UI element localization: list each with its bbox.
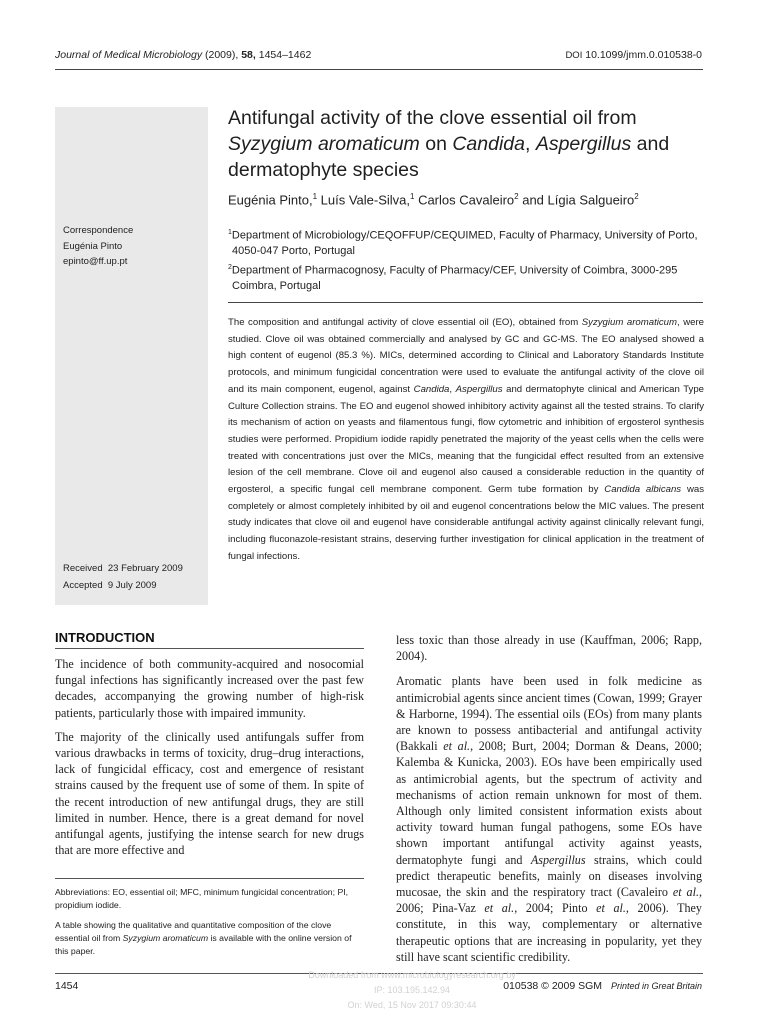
title-species: Syzygium aromaticum <box>228 133 420 155</box>
body-span: strains, which could predict therapeutic benefits, mainly on diseases involving mucosae, the skin and the respiratory tract (Cavaleiro <box>396 852 702 900</box>
affiliation-1-line-2: 4050-047 Porto, Portugal <box>232 245 355 258</box>
abstract-italic: Candida <box>413 383 450 395</box>
dates <box>63 560 183 594</box>
title-line-1: Antifungal activity of the clove essential oil from <box>228 107 637 129</box>
body-italic: et al. <box>443 739 471 754</box>
correspondence-name: Eugénia Pinto <box>63 240 123 252</box>
supplementary-footnote <box>55 919 364 959</box>
correspondence <box>63 223 133 270</box>
received-date: Received 23 February 2009 <box>63 563 183 574</box>
printed-in: Printed in Great Britain <box>610 981 702 991</box>
abstract-span: The composition and antifungal activity of clove essential oil (EO), obtained from <box>228 317 582 328</box>
abstract-italic: Aspergillus <box>455 383 503 395</box>
affiliation-2-number: 2 <box>228 264 232 271</box>
abstract-span: was completely or almost completely inhibited by oil and eugenol concentrations below the MIC values. The present study indicates that clove oil and eugenol have considerable antifungal activity against clinically relevant fungi, including fluconazole-resistant strains, deserving further investigation for clinical application in the treatment of fungal infections. <box>228 484 705 562</box>
title-and: and <box>631 133 670 155</box>
intro-paragraph-1: The incidence of both community-acquired and nosocomial fungal infections has significantly increased over the past few decades, accompanying the growing number of high-risk patients, particularly those with impaired immunity. <box>55 657 364 720</box>
body-span: , 2008; Burt, 2004; Dorman & Deans, 2000; Kalemba & Kunicka, 2003). EOs have been empirically used as antimicrobial agents, but the spectrum of activity and mechanisms of action remain unknown for most of them. Although only limited consistent information exists about activity toward human fungal pathogens, some EOs have shown important antifungal activity against yeasts, dermatophyte fungi and <box>396 739 702 867</box>
body-span: , 2006). They constitute, in this way, complementary or alternative therapeutic options that are increasing in popularity, yet they still have scant scientific credibility. <box>396 901 702 964</box>
author-2: Luís Vale-Silva, <box>317 192 410 208</box>
affiliation-2-line-2: Coimbra, Portugal <box>232 280 321 293</box>
title-comma: , <box>524 133 536 155</box>
abstract-italic: Syzygium aromaticum <box>581 317 677 328</box>
body-italic: et al. <box>484 901 515 916</box>
article-title <box>228 105 728 183</box>
article-code: 010538 © 2009 SGM <box>503 980 603 992</box>
author-list <box>228 192 639 207</box>
body-italic: Aspergillus <box>530 852 586 867</box>
journal-header <box>55 49 311 61</box>
body-span: , 2004; Pinto <box>514 901 597 916</box>
footnote-rule <box>55 878 364 879</box>
abstract-italic: Candida albicans <box>604 484 682 496</box>
abstract-top-rule <box>228 302 703 303</box>
abstract-span: and dermatophyte clinical and American Type Culture Collection strains. The EO and eugenol showed inhibitory activity against all the tested strains. To clarify its mechanism of action on yeasts and filamentous fungi, flow cytometric and inhibition of ergosterol synthesis studies were performed. Propidium iodide rapidly penetrated the majority of the yeast cells when the cells were treated with concentrations just over the MICs, meaning that the fungicidal effect resulted from an extensive lesion of the cell membrane. Clove oil and eugenol also caused a considerable reduction in the quantity of ergosterol, a specific fungal cell membrane component. Germ tube formation by <box>228 383 704 496</box>
body-italic: et al. <box>672 885 699 900</box>
title-line-2 <box>228 131 728 157</box>
title-candida: Candida <box>452 133 525 155</box>
affiliation-2 <box>228 260 708 295</box>
header-rule <box>55 69 703 70</box>
body-italic: et al. <box>596 901 626 916</box>
author-3: Carlos Cavaleiro <box>414 192 515 208</box>
abstract-span: , <box>449 383 456 395</box>
affiliation-1-number: 1 <box>228 229 232 236</box>
abstract-text <box>228 315 704 566</box>
footnote-span: A table showing the qualitative and quantitative composition of the clove essential oil from <box>55 919 332 943</box>
journal-volume: 58, <box>241 49 256 61</box>
abstract <box>228 315 704 566</box>
sidebar <box>55 107 208 605</box>
footnote-span: is available with the online version of this paper. <box>55 932 352 957</box>
body-span: Aromatic plants have been used in folk medicine as antimicrobial agents since ancient times (Cowan, 1999; Grayer & Harborne, 1994). The essential oils (EOs) from many plants are known to possess antibacterial and antifungal activity (Bakkali <box>396 674 702 754</box>
download-watermark-2: IP: 103.195.142.94 <box>373 985 451 995</box>
footnote-italic: Syzygium aromaticum <box>122 932 209 943</box>
abstract-span: , were studied. Clove oil was obtained commercially and analysed by GC and GC-MS. The EO analysed showed a high content of eugenol (85.3 %). MICs, determined according to Clinical and Laboratory Standards Institute protocols, and minimum fungicidal concentration were used to evaluate the antifungal activity of the clove oil and its main component, eugenol, against <box>228 317 704 395</box>
abbreviations-footnote: Abbreviations: EO, essential oil; MFC, minimum fungicidal concentration; PI, propidium iodide. <box>55 887 349 911</box>
doi-value: 10.1099/jmm.0.010538-0 <box>585 49 702 61</box>
doi <box>565 49 702 61</box>
journal-name: Journal of Medical Microbiology <box>55 49 203 61</box>
introduction-heading: INTRODUCTION <box>55 630 155 645</box>
author-2-affil: 1 <box>410 192 415 201</box>
footnotes <box>55 886 364 958</box>
journal-year: (2009), <box>205 49 239 61</box>
journal-pages: 1454–1462 <box>258 49 312 61</box>
author-3-affil: 2 <box>514 192 519 201</box>
download-watermark-3: On: Wed, 15 Nov 2017 09:30:44 <box>347 1000 477 1010</box>
left-column <box>55 656 364 858</box>
author-4: and Lígia Salgueiro <box>518 192 635 208</box>
page-number: 1454 <box>55 980 79 992</box>
intro-paragraph-4 <box>396 673 702 965</box>
intro-paragraph-2: The majority of the clinically used antifungals suffer from various drawbacks in terms of toxicity, drug–drug interactions, lack of fungicidal efficacy, cost and emergence of resistant strains caused by the frequent use of some of them. In spite of the recent introduction of new antifungal drugs, they are still limited in number. Hence, there is a great demand for novel antifungal agents, justifying the intense search for new drugs that are more effective and <box>55 729 364 858</box>
accepted-date: Accepted 9 July 2009 <box>63 580 157 591</box>
body-span: , 2006; Pina-Vaz <box>396 885 702 916</box>
right-column <box>396 632 702 965</box>
title-on: on <box>419 133 453 155</box>
doi-label: DOI <box>565 50 583 61</box>
author-4-affil: 2 <box>634 192 639 201</box>
affiliation-1 <box>228 225 708 260</box>
introduction-rule <box>55 648 364 649</box>
correspondence-label: Correspondence <box>63 225 134 236</box>
title-aspergillus: Aspergillus <box>535 133 632 155</box>
correspondence-email: epinto@ff.up.pt <box>63 256 128 267</box>
intro-paragraph-3: less toxic than those already in use (Kauffman, 2006; Rapp, 2004). <box>396 633 702 664</box>
affiliation-1-line-1: Department of Microbiology/CEQOFFUP/CEQUIMED, Faculty of Pharmacy, University of Porto, <box>231 229 698 242</box>
author-1: Eugénia Pinto, <box>228 192 313 208</box>
download-watermark-1: Downloaded from www.microbiologyresearch.org by <box>308 970 516 980</box>
affiliation-2-line-1: Department of Pharmacognosy, Faculty of Pharmacy/CEF, University of Coimbra, 3000-295 <box>231 264 678 277</box>
author-1-affil: 1 <box>312 192 318 201</box>
title-line-3: dermatophyte species <box>228 159 419 181</box>
